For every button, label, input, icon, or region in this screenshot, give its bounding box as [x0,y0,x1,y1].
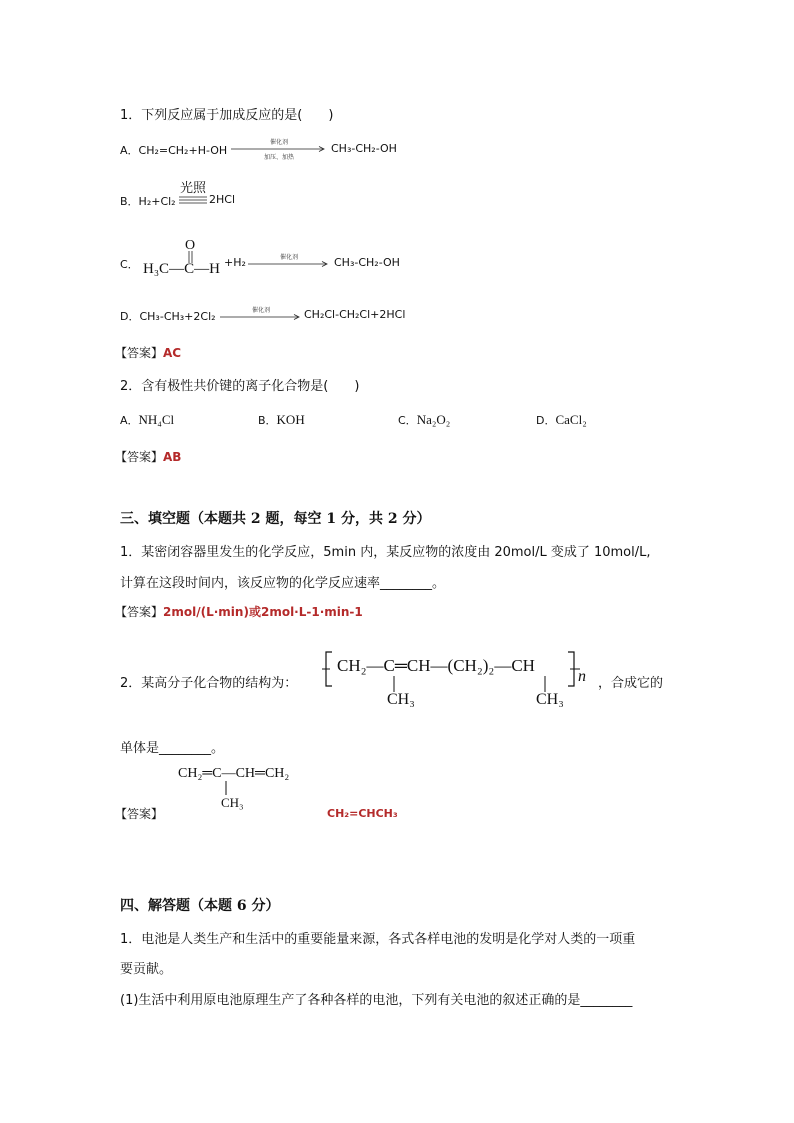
formula: NH₄Cl [138,412,175,427]
arrow-condition-top: 催化剂 [279,254,298,261]
reactants: H₂+Cl₂ [138,195,176,208]
reactants: CH₃-CH₃+2Cl₂ [139,310,216,323]
bond-line-icon [543,676,547,692]
q2-option-d [536,412,587,428]
q1-option-d [120,308,216,324]
polymer-n: n [578,668,586,685]
answer-value-b: 2mol·L-1·min-1 [260,605,363,619]
polymer-methyl-2: CH₃ [536,691,564,708]
answer-value-a: 2mol/(L·min) [163,605,249,619]
reactants: CH₂=CH₂+H-OH [138,144,228,157]
arrow-condition-top: 催化剂 [269,139,288,146]
s3-q2-line2: 单体是________。 [120,741,225,756]
answer-tag: 【答案】 [115,605,164,619]
q1-stem: 1．下列反应属于加成反应的是( ) [120,108,334,123]
polymer-main-chain: CH₂—C═CH—(CH₂)₂—CH [337,656,535,675]
q1-option-a [120,142,227,158]
q2-option-a [120,412,174,428]
option-letter: C． [120,258,139,271]
formula: KOH [276,412,305,427]
formula: CaCl₂ [555,412,587,427]
s3-q1-line1: 1．某密闭容器里发生的化学反应，5min 内，某反应物的浓度由 20mol/L 变成了 10mol/L, [120,545,651,560]
reactant-h2: +H₂ [224,256,246,269]
option-letter: A． [120,414,139,427]
s4-q1-line2: 要贡献。 [120,962,173,977]
option-letter: C． [398,414,417,427]
answer-value-b: CH₂=CHCH₃ [327,807,398,820]
q2-stem: 2．含有极性共价键的离子化合物是( ) [120,379,360,394]
answer-value: AB [163,450,182,464]
reaction-arrow-a [231,137,327,161]
q1-option-a-product: CH₃-CH₂-OH [331,142,397,155]
aldehyde-structure: H₃C—C—H [143,261,220,277]
answer-tag: 【答案】 [115,450,164,464]
q2-option-b [258,412,305,428]
arrow-icon [220,314,302,320]
aldehyde-oxygen: O [185,238,196,253]
option-letter: D． [536,414,556,427]
s4-q1-line3: (1)生活中利用原电池原理生产了各种各样的电池，下列有关电池的叙述正确的是________ [120,993,633,1008]
section-heading: 三、填空题（本题共 2 题，每空 1 分，共 2 分） [120,511,431,527]
option-letter: A． [120,144,139,157]
q2-option-c [398,412,450,428]
bond-line-icon [224,781,228,795]
s4-q1-line1: 1．电池是人类生产和生活中的重要能量来源，各式各样电池的发明是化学对人类的一项重 [120,932,636,947]
q1-answer [115,344,181,361]
s3-q2-stem-prefix: 2．某高分子化合物的结构为： [120,676,298,691]
q1-option-b-product: 2HCl [209,193,236,206]
s3-q1-line2: 计算在这段时间内，该反应物的化学反应速率________。 [120,576,446,591]
monomer-structure: CH₂═C—CH═CH₂ [178,766,290,781]
s3-q2-stem-suffix: ，合成它的 [598,676,664,691]
answer-value: AC [163,346,182,360]
option-letter: B． [258,414,277,427]
answer-tag: 【答案】 [115,346,164,360]
section-heading: 四、解答题（本题 6 分） [120,898,280,914]
q2-answer [115,448,181,465]
answer-or: 或 [248,605,261,619]
reaction-condition-light: 光照 [179,181,206,196]
option-letter: D． [120,310,140,323]
q1-option-c-product: CH₃-CH₂-OH [334,256,400,269]
q1-option-b [120,193,176,209]
answer-tag: 【答案】 [115,807,164,821]
q1-option-d-product: CH₂Cl-CH₂Cl+2HCl [304,308,406,321]
formula: Na₂O₂ [416,412,451,427]
monomer-methyl: CH₃ [221,795,244,810]
reaction-arrow-d [220,305,302,320]
arrow-condition-top: 催化剂 [251,307,270,314]
bond-line-icon [392,676,396,692]
arrow-icon [248,261,330,267]
reaction-arrow-c [248,252,330,267]
s3-q1-answer [115,603,363,620]
left-bracket-icon [322,650,334,688]
option-letter: B． [120,195,139,208]
equals-icon [179,196,207,204]
arrow-condition-bottom: 加压、加热 [263,154,294,161]
polymer-methyl-1: CH₃ [387,691,415,708]
